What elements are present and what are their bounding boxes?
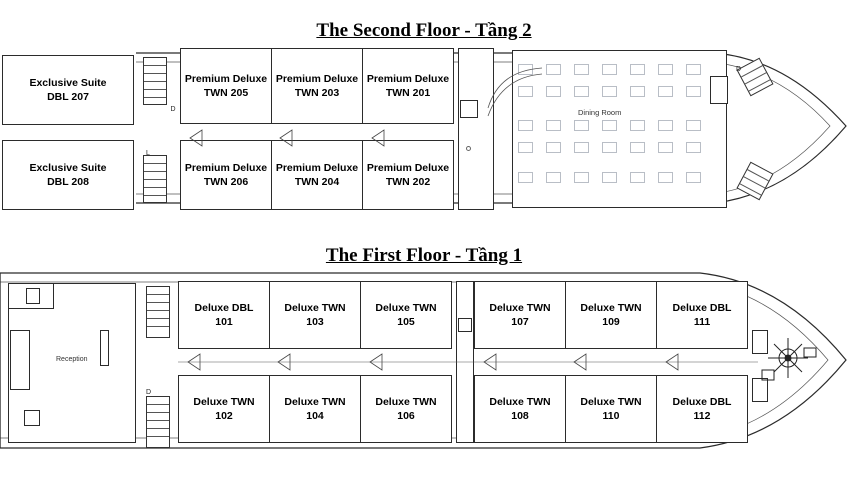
room-code: TWN 206 [203,176,249,188]
room-104[interactable] [269,375,361,443]
room-name: Exclusive Suite [29,77,107,89]
room-code: 109 [602,316,620,328]
room-name: Deluxe TWN [580,396,642,408]
room-name: Premium Deluxe [184,162,268,174]
room-twn-201[interactable] [362,48,454,124]
room-code: TWN 201 [385,87,431,99]
room-name: Deluxe DBL [672,396,732,408]
dining-room-label: Dining Room [578,108,622,117]
reception-desk [10,330,30,390]
door-marker-lower: L [146,150,150,157]
reception-closet [26,288,40,304]
room-code: 101 [215,316,233,328]
second-floor-title [0,20,848,42]
room-code: 111 [693,316,711,328]
second-floor-title-text: The Second Floor - Tầng 2 [316,20,532,41]
room-code: 104 [306,410,324,422]
door-marker-1f: D [146,389,152,396]
door-arrows-1f-top [178,350,778,380]
room-name: Deluxe DBL [672,302,732,314]
room-name: Deluxe TWN [489,396,551,408]
room-107[interactable] [474,281,566,349]
room-name: Premium Deluxe [366,162,450,174]
room-name: Deluxe TWN [284,396,346,408]
room-code: 105 [397,316,415,328]
room-name: Deluxe TWN [193,396,255,408]
room-109[interactable] [565,281,657,349]
first-floor-title-text: The First Floor - Tầng 1 [325,245,523,266]
room-name: Premium Deluxe [184,73,268,85]
stairs-lower-left [143,155,167,203]
stairs-upper-left-1f [146,286,170,338]
reception-marker-a [24,410,40,426]
room-110[interactable] [565,375,657,443]
room-code: 102 [215,410,233,422]
room-code: DBL 207 [47,91,89,103]
room-name: Deluxe TWN [580,302,642,314]
room-106[interactable] [360,375,452,443]
service-lift-2f [460,100,478,118]
room-twn-203[interactable] [271,48,363,124]
room-code: TWN 205 [203,87,249,99]
room-name: Exclusive Suite [29,162,107,174]
room-dbl-207[interactable] [2,55,134,125]
room-code: 112 [693,410,711,422]
room-name: Premium Deluxe [275,162,359,174]
room-name: Premium Deluxe [366,73,450,85]
room-dbl-208[interactable] [2,140,134,210]
stairs-upper-left [143,57,167,105]
room-code: 108 [511,410,529,422]
stairs-lower-left-1f [146,396,170,448]
door-marker-upper: D [170,106,176,113]
room-105[interactable] [360,281,452,349]
room-code: 103 [306,316,324,328]
ramp-2f [486,62,566,132]
room-name: Deluxe DBL [194,302,254,314]
room-code: DBL 208 [47,176,89,188]
room-code: 110 [602,410,620,422]
room-101[interactable] [178,281,270,349]
room-name: Deluxe TWN [489,302,551,314]
room-name: Deluxe TWN [375,396,437,408]
room-112[interactable] [656,375,748,443]
room-twn-205[interactable] [180,48,272,124]
room-111[interactable] [656,281,748,349]
room-108[interactable] [474,375,566,443]
reception-column [100,330,109,366]
room-code: TWN 204 [294,176,340,188]
room-name: Deluxe TWN [284,302,346,314]
reception-label: Reception [56,356,88,363]
room-code: 107 [511,316,529,328]
room-102[interactable] [178,375,270,443]
room-code: TWN 202 [385,176,431,188]
first-floor-title [0,245,848,267]
service-lift-1f [458,318,472,332]
stern-cabinet-2f [710,76,728,104]
room-code: 106 [397,410,415,422]
room-code: TWN 203 [294,87,340,99]
room-103[interactable] [269,281,361,349]
stern-marker-2f: D [736,66,742,73]
door-arrows-2f-top [180,124,480,154]
room-name: Premium Deluxe [275,73,359,85]
room-name: Deluxe TWN [375,302,437,314]
